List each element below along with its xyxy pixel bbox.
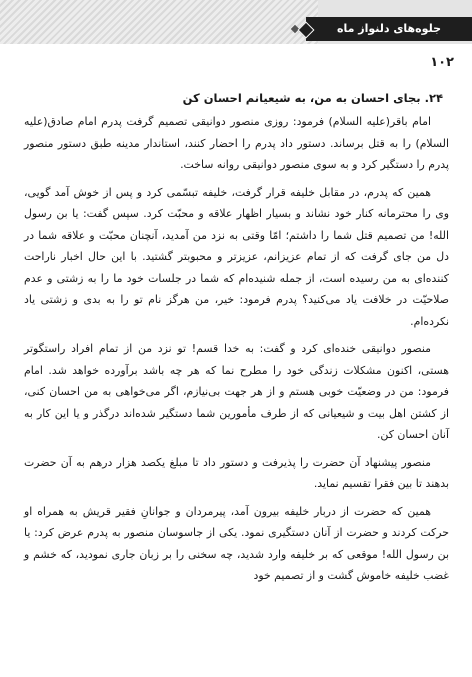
paragraph-2: همین که پدرم، در مقابل خلیفه قرار گرفت، خلیفه تبسّمی کرد و پس از خوش آمد گویی، وی را محترمانه کنار خود نشاند و بسیار اظهار علاقه و محبّت کرد. سپس گفت: یا بن رسول الله! من تصمیم قتل شما را داشتم؛ امّا وقتی به نزد من آمدید، آنچنان محبّت و علاقه شما در دل من جای گرفت که از تمام عزیزانم، عزیزتر و محبوبتر گشتید. با این حال اخبار ناراحت کننده‌ای به من رسیده است، از جمله شنیده‌ام که شما در جلسات خود ما را به زشتی و عدم صلاحیّت در خلافت یاد می‌کنید؟ پدرم فرمود: خیر، من هرگز نام تو را به بدی و زشتی یاد نکرده‌ام. [24, 185, 449, 328]
paragraph-5: همین که حضرت از دربار خلیفه بیرون آمد، پیرمردان و جوانانِ فقیر قریش به همراه او حرکت کردند و حضرت از آنان دستگیری نمود. یکی از جاسوسان منصور به پدرم عرض کرد: یا بن رسول الله! موقعی که بر خلیفه وارد شدید، چه سخنی را بر زبان جاری نمودید، که خشم و غضب خلیفه خاموش گشت و از تصمیم خود [24, 504, 449, 582]
book-title: جلوه‌های دلنواز ماه [336, 22, 441, 35]
section-heading: ۲۴. بجای احسان به من، به شیعیانم احسان کن [182, 91, 443, 105]
page-number: ۱۰۲ [430, 55, 454, 70]
paragraph-1: امام باقر(علیه السلام) فرمود: روزی منصور دوانیقی تصمیم گرفت پدرم امام صادق(علیه السلام) را به قتل برساند. دستور داد پدرم را احضار کنند، استاندار مدینه طبق دستور منصور پدرم را دستگیر کرد و به سوی منصور دوانیقی روانه ساخت. [24, 115, 449, 171]
header-stripes [0, 0, 318, 44]
page-body [24, 88, 449, 593]
header-band [0, 0, 472, 44]
paragraph-4: منصور پیشنهاد آن حضرت را پذیرفت و دستور داد تا مبلغ یکصد هزار درهم به آن حضرت بدهند تا بین فقرا تقسیم نماید. [24, 455, 449, 490]
book-title-tab [306, 17, 472, 41]
paragraph-3: منصور دوانیقی خنده‌ای کرد و گفت: به خدا قسم! تو نزد من از تمام افراد راستگوتر هستی، اکنون مشکلات زندگی خود را مطرح نما که هر چه باشد برآورده خواهد شد. امام فرمود: من در وضعیّت خوبی هستم و از هر جهت بی‌نیازم، اگر می‌خواهی به من احسان کنی، از کشتن اهل بیت و شیعیانی که از طرف مأمورین شما دستگیر شده‌اند درگذر و یا این کار به آنان احسان کن. [24, 342, 449, 441]
